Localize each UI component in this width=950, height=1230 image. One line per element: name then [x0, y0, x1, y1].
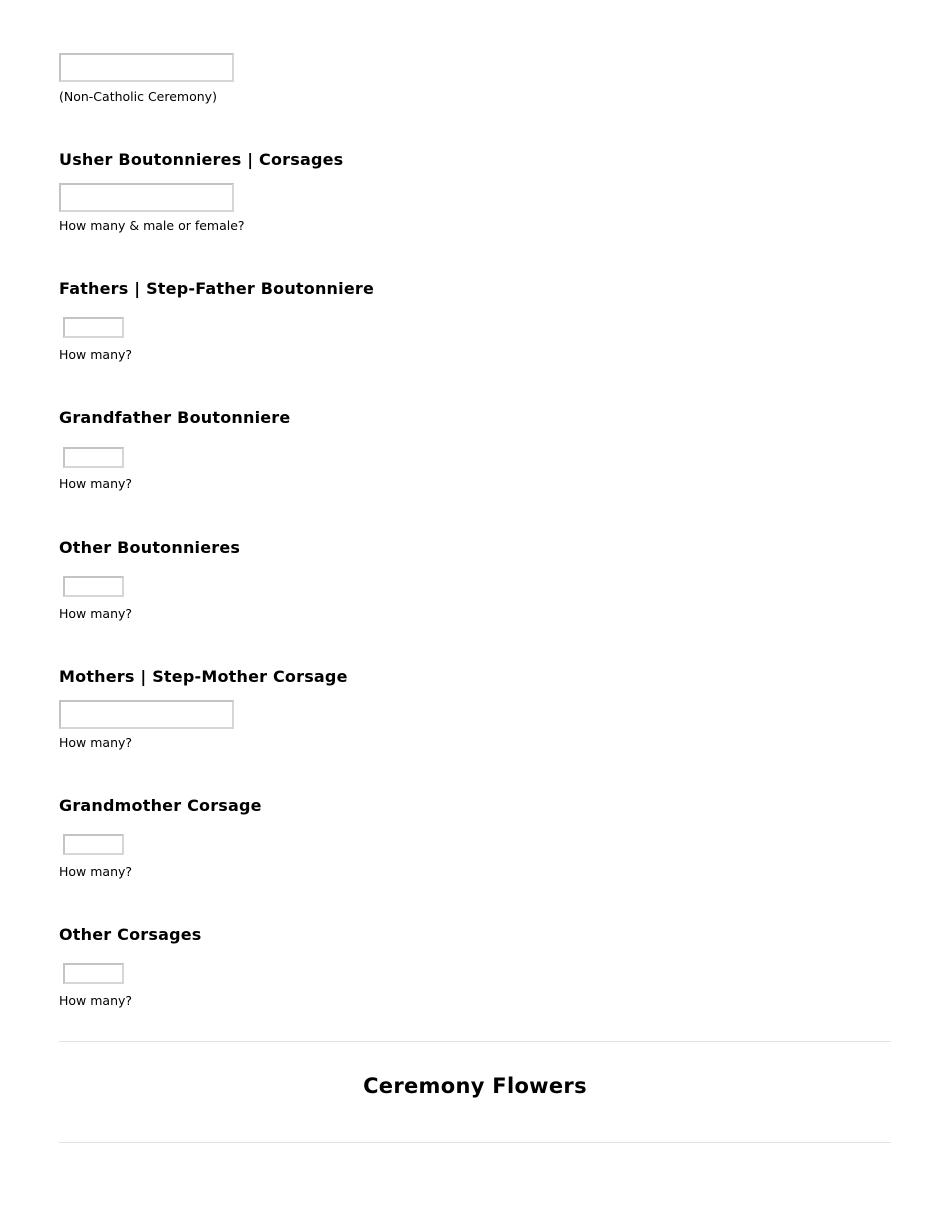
grandfather-boutonniere-description: How many?: [59, 476, 133, 491]
grandfather-boutonniere-input[interactable]: [63, 447, 124, 468]
mothers-corsage-input[interactable]: [59, 700, 234, 729]
fathers-boutonniere-description: How many?: [59, 347, 133, 362]
other-corsages-input[interactable]: [63, 963, 124, 984]
other-boutonnieres-description: How many?: [59, 606, 133, 621]
grandmother-corsage-description: How many?: [59, 864, 133, 879]
grandmother-corsage-input[interactable]: [63, 834, 124, 855]
non-catholic-ceremony-input[interactable]: [59, 53, 234, 82]
section-divider-top: [59, 1041, 891, 1042]
section-title: Ceremony Flowers: [363, 1074, 587, 1098]
other-boutonnieres-input[interactable]: [63, 576, 124, 597]
grandmother-corsage-label: Grandmother Corsage: [59, 796, 262, 815]
non-catholic-ceremony-description: (Non-Catholic Ceremony): [59, 89, 217, 104]
other-corsages-description: How many?: [59, 993, 133, 1008]
mothers-corsage-description: How many?: [59, 735, 133, 750]
section-divider-bottom: [59, 1142, 891, 1143]
fathers-boutonniere-label: Fathers | Step-Father Boutonniere: [59, 279, 375, 298]
usher-boutonnieres-input[interactable]: [59, 183, 234, 212]
usher-boutonnieres-description: How many & male or female?: [59, 218, 245, 233]
grandfather-boutonniere-label: Grandfather Boutonniere: [59, 408, 291, 427]
mothers-corsage-label: Mothers | Step-Mother Corsage: [59, 667, 348, 686]
usher-boutonnieres-label: Usher Boutonnieres | Corsages: [59, 150, 344, 169]
other-boutonnieres-label: Other Boutonnieres: [59, 538, 241, 557]
other-corsages-label: Other Corsages: [59, 925, 202, 944]
fathers-boutonniere-input[interactable]: [63, 317, 124, 338]
